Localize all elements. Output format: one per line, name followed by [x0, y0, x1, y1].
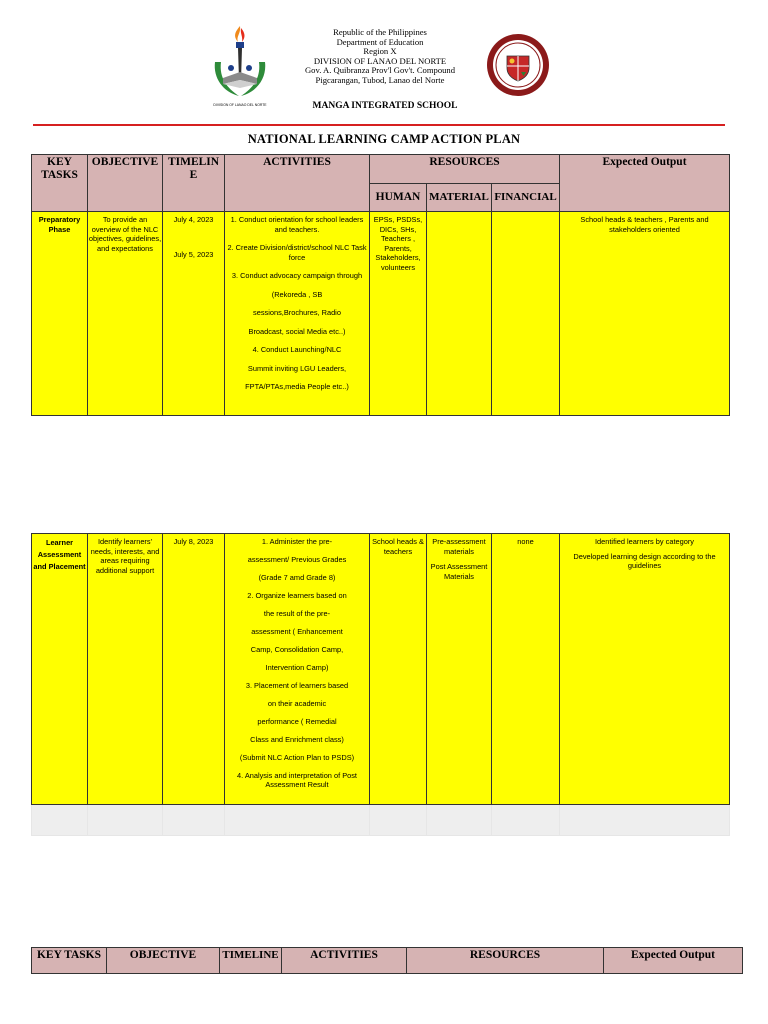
activity-item: 2. Create Division/district/school NLC Task force	[227, 243, 367, 262]
activity-item: 3. Placement of learners based	[245, 681, 349, 690]
activity-item: assessment/ Previous Grades	[247, 555, 347, 564]
header-line: Gov. A. Quibranza Prov'l Gov't. Compound	[304, 65, 456, 76]
timeline-date: July 4, 2023	[173, 215, 214, 224]
header-human: HUMAN	[370, 184, 427, 212]
activity-item: the result of the pre-	[263, 609, 331, 618]
key-task-label: Preparatory Phase	[38, 215, 81, 234]
deped-division-logo	[205, 22, 275, 112]
row1-objective: To provide an overview of the NLC objectives, guidelines, and expectations	[88, 212, 163, 416]
header-activities: ACTIVITIES	[282, 948, 407, 974]
row2-material	[427, 534, 492, 805]
row2-human: School heads & teachers	[370, 534, 427, 805]
header-timeline: TIMELIN E	[163, 155, 225, 212]
row2-key-task	[32, 534, 88, 805]
activity-item: Camp, Consolidation Camp,	[250, 645, 344, 654]
header-material: MATERIAL	[427, 184, 492, 212]
activity-item: assessment ( Enhancement	[251, 627, 343, 636]
activity-item: performance ( Remedial	[257, 717, 337, 726]
material-item: Post Assessment Materials	[430, 562, 488, 581]
row1-expected-output: School heads & teachers , Parents and stakeholders oriented	[560, 212, 730, 416]
activity-item: 3. Conduct advocacy campaign through	[231, 271, 363, 280]
header-objective: OBJECTIVE	[88, 155, 163, 212]
svg-text:DIVISION OF LANAO DEL NORTE: DIVISION OF LANAO DEL NORTE	[213, 103, 267, 107]
activity-item: 4. Analysis and interpretation of Post Assessment Result	[237, 771, 357, 789]
action-plan-table-1	[31, 154, 730, 416]
header-line: Department of Education	[336, 36, 424, 47]
activity-item: FPTA/PTAs,media People etc..)	[245, 382, 349, 391]
expected-output-item: Developed learning design according to the guidelines	[573, 551, 716, 570]
header-financial: FINANCIAL	[492, 184, 560, 212]
row1-activities	[225, 212, 370, 416]
header-resources: RESOURCES	[407, 948, 604, 974]
activity-item: Intervention Camp)	[265, 663, 329, 672]
expected-output-item: Identified learners by category	[594, 537, 694, 546]
row2-financial: none	[492, 534, 560, 805]
material-item: Pre-assessment materials	[432, 537, 486, 556]
row1-material	[427, 212, 492, 416]
row1-human: EPSs, PSDSs, DICs, SHs, Teachers , Parents, Stakeholders, volunteers	[370, 212, 427, 416]
header-line: Republic of the Philippines	[333, 27, 427, 37]
key-task-label: Learner Assessment and Placement	[33, 538, 86, 571]
header-expected-output: Expected Output	[604, 948, 743, 974]
activity-item: 1. Administer the pre-	[261, 537, 333, 546]
header-line: DIVISION OF LANAO DEL NORTE	[313, 55, 447, 66]
activity-item: sessions,Brochures, Radio	[253, 308, 341, 317]
school-seal-logo	[485, 32, 551, 98]
activity-item: (Grade 7 amd Grade 8)	[258, 573, 336, 582]
row2-timeline: July 8, 2023	[163, 534, 225, 805]
row1-financial	[492, 212, 560, 416]
action-plan-table-2	[31, 533, 730, 836]
activity-item: (Rekoreda , SB	[271, 289, 323, 299]
row2-activities	[225, 534, 370, 805]
header-line: Pigcarangan, Tubod, Lanao del Norte	[315, 74, 445, 85]
header-activities: ACTIVITIES	[225, 155, 370, 212]
header-timeline: TIMELINE	[220, 948, 282, 974]
school-name: MANGA INTEGRATED SCHOOL	[312, 101, 458, 111]
timeline-date: July 5, 2023	[173, 249, 214, 259]
agency-header	[280, 28, 480, 86]
header-divider	[33, 124, 725, 126]
header-key-tasks: KEY TASKS	[32, 155, 88, 212]
header-key-tasks: KEY TASKS	[32, 948, 107, 974]
activity-item: 1. Conduct orientation for school leaders and teachers.	[230, 215, 364, 234]
header-line: Region X	[363, 46, 397, 57]
activity-item: Summit inviting LGU Leaders,	[247, 363, 347, 373]
row1-timeline	[163, 212, 225, 416]
action-plan-table-3	[31, 947, 743, 974]
document-title: NATIONAL LEARNING CAMP ACTION PLAN	[247, 132, 521, 146]
header-expected-output: Expected Output	[560, 155, 730, 212]
activity-item: (Submit NLC Action Plan to PSDS)	[239, 753, 355, 762]
activity-item: on their academic	[267, 699, 327, 708]
header-objective: OBJECTIVE	[107, 948, 220, 974]
activity-item: Class and Enrichment class)	[250, 735, 344, 744]
activity-item: Broadcast, social Media etc..)	[248, 326, 346, 336]
activity-item: 4. Conduct Launching/NLC	[252, 345, 342, 354]
row2-expected-output	[560, 534, 730, 805]
row2-objective: Identify learners' needs, interests, and areas requiring additional support	[88, 534, 163, 805]
activity-item: 2. Organize learners based on	[247, 591, 347, 600]
empty-row	[32, 805, 730, 836]
header-resources: RESOURCES	[370, 155, 560, 184]
row1-key-task	[32, 212, 88, 416]
